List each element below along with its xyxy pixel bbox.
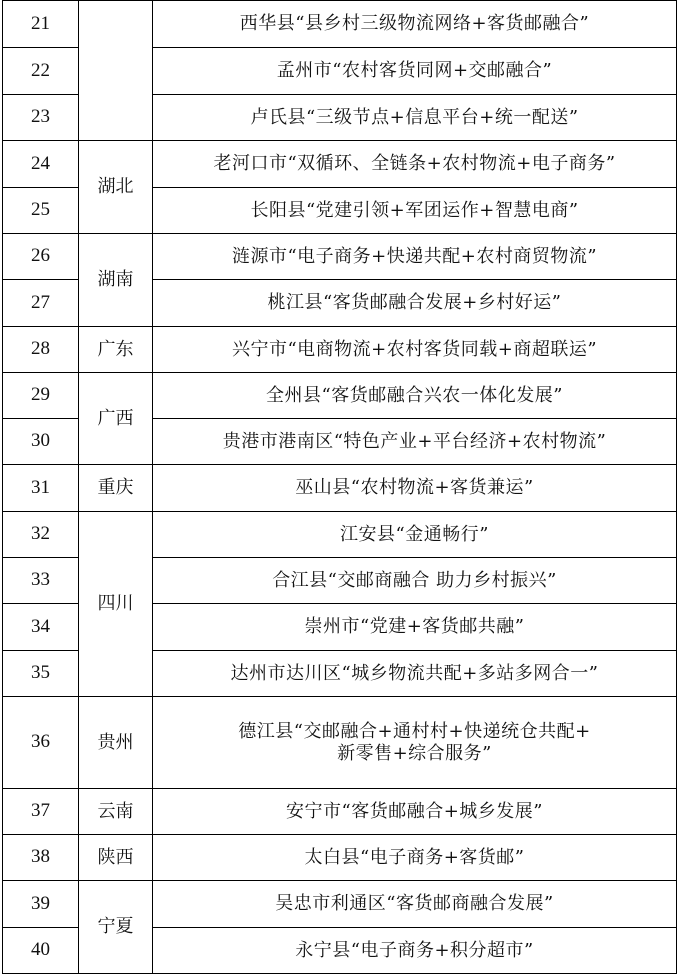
row-number: 27 — [3, 280, 79, 327]
case-title: 长阳县“党建引领+军团运作+智慧电商” — [153, 188, 677, 234]
table-row — [3, 835, 677, 881]
province-sichuan: 四川 — [79, 512, 153, 697]
case-title-multiline — [153, 697, 677, 789]
row-number: 37 — [3, 789, 79, 835]
table-row — [3, 234, 677, 280]
case-title: 永宁县“电子商务+积分超市” — [153, 928, 677, 974]
province-hubei: 湖北 — [79, 141, 153, 234]
case-title-line-2: 新零售+综合服务” — [337, 742, 492, 764]
case-title: 孟州市“农村客货同网+交邮融合” — [153, 48, 677, 95]
case-title: 巫山县“农村物流+客货兼运” — [153, 465, 677, 512]
row-number: 38 — [3, 835, 79, 881]
case-table — [2, 0, 677, 974]
province-guizhou: 贵州 — [79, 697, 153, 789]
province-yunnan: 云南 — [79, 789, 153, 835]
table-row — [3, 1, 677, 48]
case-title: 卢氏县“三级节点+信息平台+统一配送” — [153, 95, 677, 141]
table-row — [3, 141, 677, 188]
table-row — [3, 465, 677, 512]
row-number: 36 — [3, 697, 79, 789]
row-number: 33 — [3, 558, 79, 604]
case-title: 太白县“电子商务+客货邮” — [153, 835, 677, 881]
table-row — [3, 327, 677, 373]
province-cell-empty — [79, 1, 153, 141]
case-title: 桃江县“客货邮融合发展+乡村好运” — [153, 280, 677, 327]
case-title: 老河口市“双循环、全链条+农村物流+电子商务” — [153, 141, 677, 188]
case-title-line-1: 德江县“交邮融合+通村村+快递统仓共配+ — [238, 720, 591, 742]
row-number: 34 — [3, 604, 79, 651]
table-row — [3, 789, 677, 835]
province-shaanxi: 陕西 — [79, 835, 153, 881]
case-title: 西华县“县乡村三级物流网络+客货邮融合” — [153, 1, 677, 48]
row-number: 30 — [3, 419, 79, 465]
row-number: 22 — [3, 48, 79, 95]
row-number: 32 — [3, 512, 79, 558]
row-number: 25 — [3, 188, 79, 234]
row-number: 26 — [3, 234, 79, 280]
row-number: 21 — [3, 1, 79, 48]
province-guangdong: 广东 — [79, 327, 153, 373]
case-title: 吴忠市利通区“客货邮商融合发展” — [153, 881, 677, 928]
row-number: 39 — [3, 881, 79, 928]
case-title: 达州市达川区“城乡物流共配+多站多网合一” — [153, 651, 677, 697]
case-title: 全州县“客货邮融合兴农一体化发展” — [153, 373, 677, 419]
table-row — [3, 697, 677, 789]
province-ningxia: 宁夏 — [79, 881, 153, 974]
row-number: 28 — [3, 327, 79, 373]
case-title: 崇州市“党建+客货邮共融” — [153, 604, 677, 651]
row-number: 29 — [3, 373, 79, 419]
table-row — [3, 373, 677, 419]
case-title: 合江县“交邮商融合 助力乡村振兴” — [153, 558, 677, 604]
case-title: 江安县“金通畅行” — [153, 512, 677, 558]
province-chongqing: 重庆 — [79, 465, 153, 512]
row-number: 35 — [3, 651, 79, 697]
case-title: 涟源市“电子商务+快递共配+农村商贸物流” — [153, 234, 677, 280]
row-number: 24 — [3, 141, 79, 188]
case-title: 安宁市“客货邮融合+城乡发展” — [153, 789, 677, 835]
case-title: 贵港市港南区“特色产业+平台经济+农村物流” — [153, 419, 677, 465]
table-row — [3, 881, 677, 928]
table-row — [3, 512, 677, 558]
row-number: 31 — [3, 465, 79, 512]
row-number: 40 — [3, 928, 79, 974]
case-title: 兴宁市“电商物流+农村客货同载+商超联运” — [153, 327, 677, 373]
province-guangxi: 广西 — [79, 373, 153, 465]
row-number: 23 — [3, 95, 79, 141]
province-hunan: 湖南 — [79, 234, 153, 327]
